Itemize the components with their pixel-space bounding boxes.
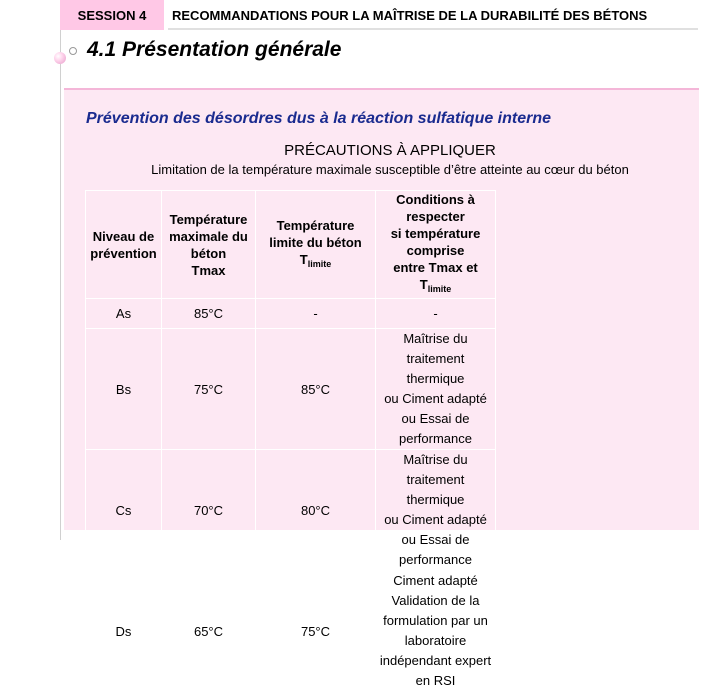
prevention-table <box>85 190 681 692</box>
tmax-cell: 75°C <box>162 329 256 450</box>
header-divider <box>168 28 698 30</box>
header-tlimite: Température limite du béton $T_{limite}$ <box>256 191 376 299</box>
header-level: Niveau de prévention <box>86 191 162 299</box>
tlimite-cell: 80°C <box>256 450 376 571</box>
level-cell: Cs <box>86 450 162 571</box>
precautions-heading: PRÉCAUTIONS À APPLIQUER <box>284 142 496 159</box>
table-header-row <box>86 191 681 299</box>
top-bar <box>0 0 720 32</box>
table-row <box>86 571 681 692</box>
limitation-note: Limitation de la température maximale susceptible d’être atteinte au cœur du béton <box>151 162 629 177</box>
conditions-cell: Maîtrise du traitement thermique ou Ciment adapté ou Essai de performance <box>376 329 496 450</box>
header-conditions: Conditions à respecter si température comprise entre Tmax et $T_{limite}$ <box>376 191 496 299</box>
session-label: SESSION 4 <box>60 0 164 30</box>
header-title: RECOMMANDATIONS POUR LA MAÎTRISE DE LA DURABILITÉ DES BÉTONS <box>172 8 648 23</box>
header-tmax: Température maximale du béton Tmax <box>162 191 256 299</box>
tlimite-cell: 85°C <box>256 329 376 450</box>
tlimite-cell: 75°C <box>256 571 376 692</box>
section-title: 4.1 Présentation générale <box>87 38 342 61</box>
level-cell: Bs <box>86 329 162 450</box>
left-vertical-rule <box>60 30 61 540</box>
conditions-cell: Ciment adapté Validation de la formulation par un laboratoire indépendant expert en RSI <box>376 571 496 692</box>
table-row <box>86 450 681 571</box>
tmax-cell: 70°C <box>162 450 256 571</box>
panel-title: Prévention des désordres dus à la réaction sulfatique interne <box>86 110 552 127</box>
tmax-cell: 65°C <box>162 571 256 692</box>
table-row <box>86 329 681 450</box>
level-cell: As <box>86 299 162 329</box>
level-cell: Ds <box>86 571 162 692</box>
tmax-cell: 85°C <box>162 299 256 329</box>
conditions-cell: Maîtrise du traitement thermique ou Ciment adapté ou Essai de performance <box>376 450 496 571</box>
conditions-cell: - <box>376 299 496 329</box>
small-circle-bullet-icon <box>69 47 77 55</box>
table-row <box>86 299 681 329</box>
pink-sphere-bullet-icon <box>54 52 66 64</box>
tlimite-cell: - <box>256 299 376 329</box>
